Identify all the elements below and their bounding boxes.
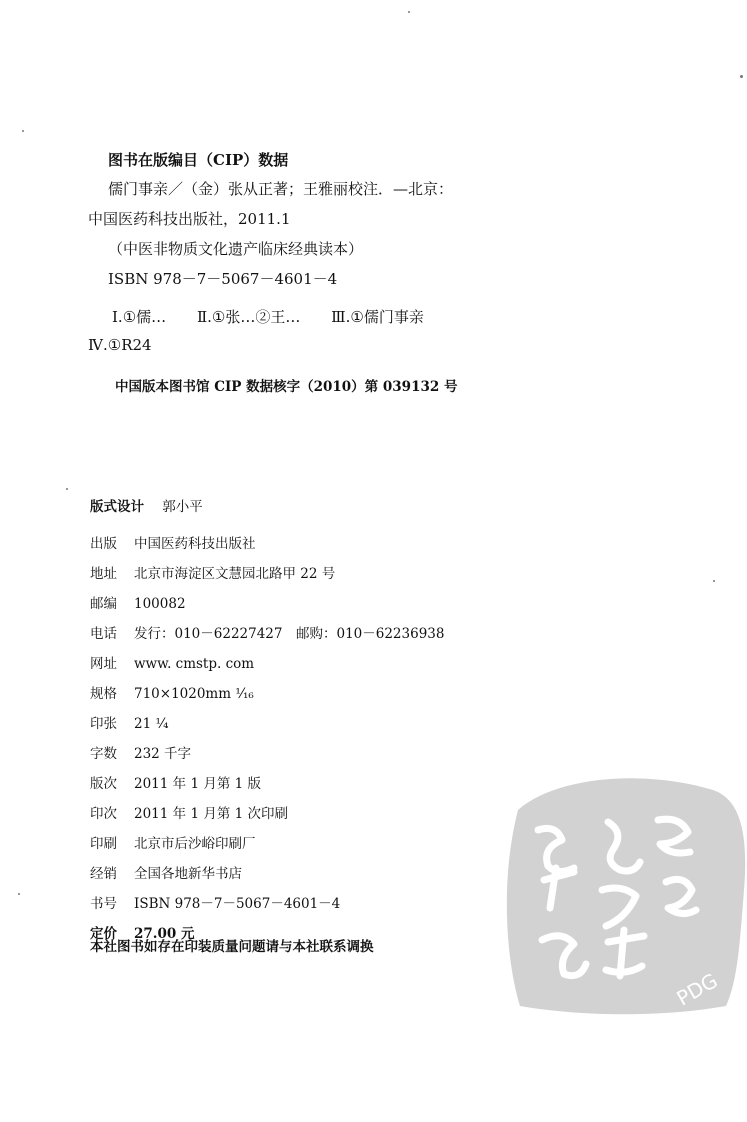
seal-pdg-text: PDG <box>672 968 722 1011</box>
scan-speck <box>18 893 20 895</box>
info-label: 印次 <box>90 806 117 822</box>
cip-classification-2: Ⅱ.①张…②王… <box>196 308 301 326</box>
seal-stamp-icon <box>498 770 746 1018</box>
info-row-format <box>90 682 254 702</box>
designer-name: 郭小平 <box>162 499 203 515</box>
info-row-website <box>90 652 254 672</box>
cip-isbn: ISBN 978－7－5067－4601－4 <box>108 270 338 288</box>
info-label: 出版 <box>90 536 117 552</box>
layout-designer <box>90 495 203 515</box>
info-value: 21 ¹⁄₄ <box>134 716 169 732</box>
scan-speck <box>22 130 24 132</box>
info-value: 北京市海淀区文慧园北路甲 22 号 <box>134 566 336 582</box>
scan-speck <box>408 11 410 13</box>
info-label: 邮编 <box>90 596 117 612</box>
info-label: 版次 <box>90 776 117 792</box>
cip-number: 中国版本图书馆 CIP 数据核字（2010）第 039132 号 <box>115 379 458 395</box>
info-row-edition <box>90 772 261 792</box>
seal-watermark <box>498 770 746 1018</box>
info-value: 北京市后沙峪印刷厂 <box>134 836 256 852</box>
cip-classification-3: Ⅲ.①儒门事亲 <box>331 308 424 326</box>
info-label: 印张 <box>90 716 117 732</box>
info-label: 地址 <box>90 566 117 582</box>
info-row-address <box>90 562 335 582</box>
info-row-word-count <box>90 742 191 762</box>
info-row-book-number <box>90 892 340 912</box>
cip-classification-row-2: Ⅳ.①R24 <box>88 336 152 354</box>
quality-notice: 本社图书如存在印装质量问题请与本社联系调换 <box>90 939 374 955</box>
info-value: 710×1020mm ¹⁄₁₆ <box>134 686 254 702</box>
info-label: 网址 <box>90 656 117 672</box>
info-label: 规格 <box>90 686 117 702</box>
cip-classification-1: Ⅰ.①儒… <box>112 308 167 326</box>
info-value: 2011 年 1 月第 1 次印刷 <box>134 806 288 822</box>
scan-speck <box>66 488 68 490</box>
info-value: 全国各地新华书店 <box>134 866 242 882</box>
info-row-distributor <box>90 862 242 882</box>
info-value: 100082 <box>134 596 186 612</box>
info-row-phone <box>90 622 444 642</box>
info-row-publisher <box>90 532 256 552</box>
info-row-postcode <box>90 592 186 612</box>
info-value: www. cmstp. com <box>134 656 255 672</box>
info-label: 印刷 <box>90 836 117 852</box>
cip-series-line: （中医非物质文化遗产临床经典读本） <box>108 240 364 258</box>
info-value: 2011 年 1 月第 1 版 <box>134 776 261 792</box>
info-value: 发行：010－62227427 邮购：010－62236938 <box>134 626 445 642</box>
info-label: 定价 <box>90 926 117 942</box>
scan-speck <box>713 580 715 582</box>
cip-bibliographic-line-2: 中国医药科技出版社，2011.1 <box>88 210 291 228</box>
info-label: 字数 <box>90 746 117 762</box>
cip-title: 图书在版编目（CIP）数据 <box>108 151 289 169</box>
info-row-printer <box>90 832 256 852</box>
info-value: 232 千字 <box>134 746 192 762</box>
info-label: 经销 <box>90 866 117 882</box>
info-value: 中国医药科技出版社 <box>134 536 256 552</box>
info-label: 书号 <box>90 896 117 912</box>
info-row-impression <box>90 802 288 822</box>
designer-label: 版式设计 <box>90 499 144 515</box>
info-value: 27.00 元 <box>134 926 195 942</box>
cip-classification-row <box>112 306 450 327</box>
info-label: 电话 <box>90 626 117 642</box>
info-value: ISBN 978－7－5067－4601－4 <box>134 896 341 912</box>
scan-speck <box>740 75 743 78</box>
cip-bibliographic-line-1: 儒门事亲／（金）张从正著；王雅丽校注．—北京： <box>108 180 454 198</box>
info-row-sheets <box>90 712 169 732</box>
